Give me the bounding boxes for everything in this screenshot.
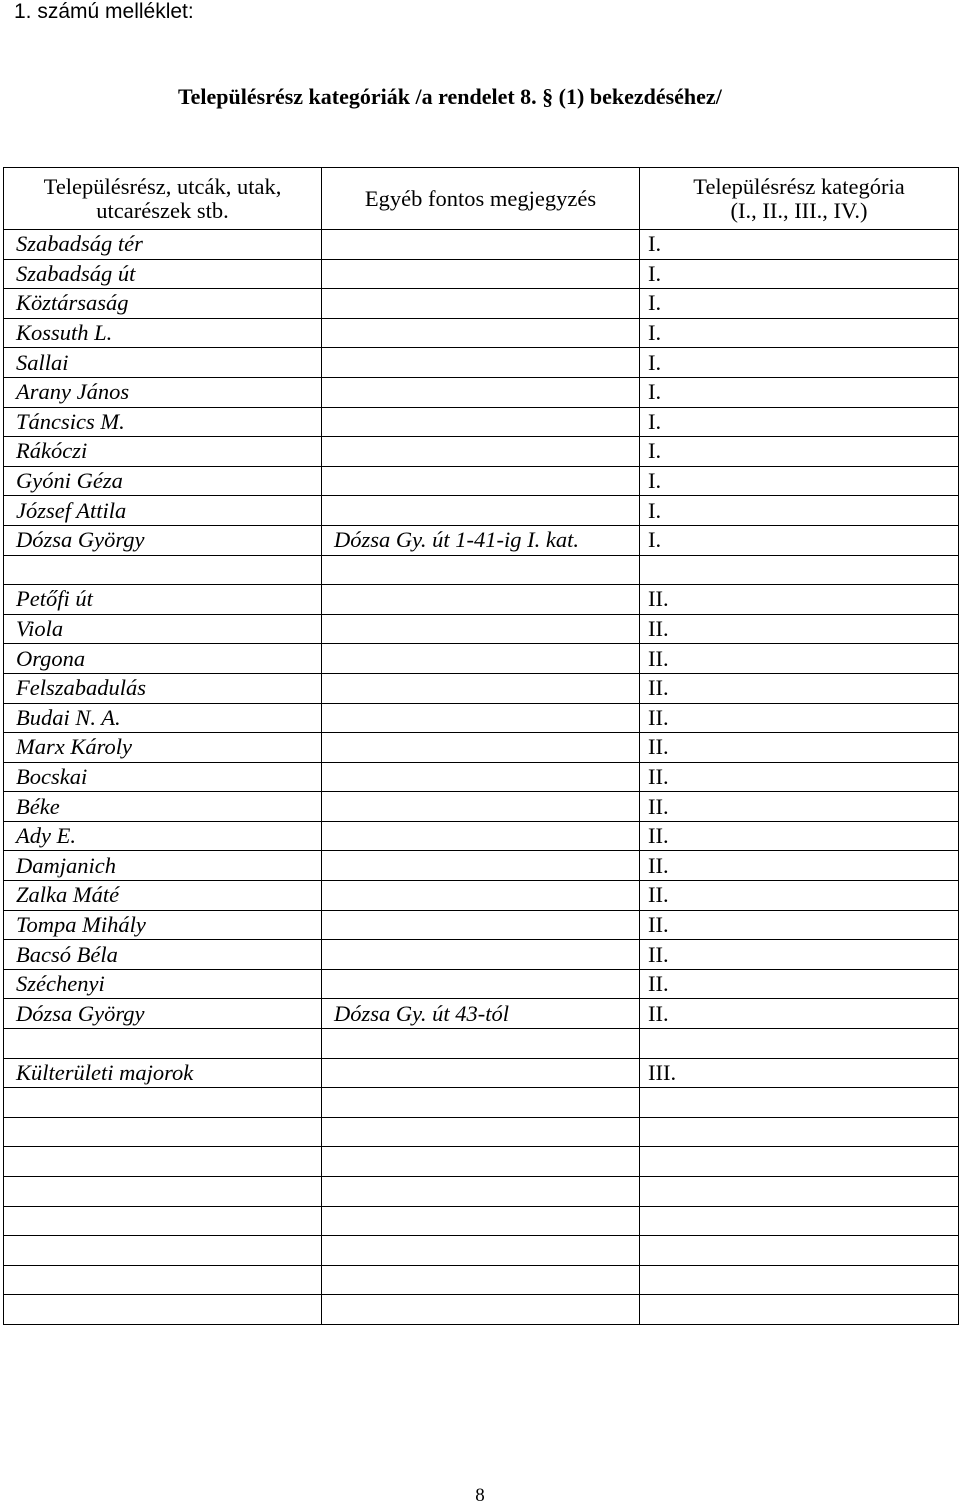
table-row — [4, 733, 959, 763]
cell-street: Petőfi út — [4, 585, 322, 615]
cell-category: II. — [640, 733, 959, 763]
cell-category: II. — [640, 673, 959, 703]
cell-street — [4, 1029, 322, 1059]
cell-category: II. — [640, 762, 959, 792]
cell-note — [322, 1088, 640, 1118]
cell-category: II. — [640, 999, 959, 1029]
cell-category: II. — [640, 910, 959, 940]
cell-category: I. — [640, 348, 959, 378]
cell-note — [322, 585, 640, 615]
header-category-line2: (I., II., III., IV.) — [730, 197, 868, 223]
cell-street — [4, 1236, 322, 1266]
cell-note — [322, 644, 640, 674]
cell-street: Tompa Mihály — [4, 910, 322, 940]
table-row — [4, 348, 959, 378]
cell-category: II. — [640, 585, 959, 615]
cell-category — [640, 1265, 959, 1295]
cell-note — [322, 289, 640, 319]
cell-note — [322, 318, 640, 348]
table-row — [4, 555, 959, 585]
table-row — [4, 969, 959, 999]
table-row — [4, 377, 959, 407]
table-row — [4, 1265, 959, 1295]
cell-note — [322, 1206, 640, 1236]
table-row — [4, 762, 959, 792]
cell-note — [322, 407, 640, 437]
cell-street — [4, 1147, 322, 1177]
cell-category: II. — [640, 881, 959, 911]
cell-category: II. — [640, 969, 959, 999]
cell-street: Széchenyi — [4, 969, 322, 999]
cell-note — [322, 1029, 640, 1059]
cell-category: II. — [640, 644, 959, 674]
cell-street: Dózsa György — [4, 525, 322, 555]
cell-category: I. — [640, 259, 959, 289]
table-row — [4, 437, 959, 467]
cell-street: Orgona — [4, 644, 322, 674]
cell-category — [640, 1147, 959, 1177]
header-category-line1: Településrész kategória — [693, 173, 905, 199]
cell-category: I. — [640, 230, 959, 260]
cell-category: I. — [640, 437, 959, 467]
table-header-row — [4, 168, 959, 230]
header-street-line2: utcarészek stb. — [96, 197, 229, 223]
cell-note — [322, 1117, 640, 1147]
cell-category: I. — [640, 377, 959, 407]
cell-note — [322, 851, 640, 881]
cell-category — [640, 1206, 959, 1236]
cell-note — [322, 1177, 640, 1207]
table-row — [4, 1058, 959, 1088]
cell-note — [322, 792, 640, 822]
cell-street: Zalka Máté — [4, 881, 322, 911]
table-row — [4, 999, 959, 1029]
table-row — [4, 1029, 959, 1059]
cell-note: Dózsa Gy. út 43-tól — [322, 999, 640, 1029]
cell-note — [322, 881, 640, 911]
cell-category: II. — [640, 940, 959, 970]
cell-note — [322, 762, 640, 792]
cell-street — [4, 1117, 322, 1147]
cell-note — [322, 496, 640, 526]
table-row — [4, 318, 959, 348]
cell-category — [640, 1236, 959, 1266]
cell-category: I. — [640, 407, 959, 437]
table-row — [4, 1206, 959, 1236]
table-row — [4, 792, 959, 822]
cell-category: II. — [640, 851, 959, 881]
table-row — [4, 496, 959, 526]
cell-street: József Attila — [4, 496, 322, 526]
cell-note — [322, 348, 640, 378]
cell-note — [322, 259, 640, 289]
cell-street: Marx Károly — [4, 733, 322, 763]
cell-street: Viola — [4, 614, 322, 644]
cell-category: III. — [640, 1058, 959, 1088]
cell-street: Külterületi majorok — [4, 1058, 322, 1088]
cell-street: Arany János — [4, 377, 322, 407]
cell-note — [322, 437, 640, 467]
cell-street: Köztársaság — [4, 289, 322, 319]
cell-street: Szabadság tér — [4, 230, 322, 260]
header-category — [640, 168, 959, 230]
table-row — [4, 1236, 959, 1266]
table-row — [4, 851, 959, 881]
table-row — [4, 585, 959, 615]
table-row — [4, 644, 959, 674]
table-row — [4, 821, 959, 851]
table-row — [4, 673, 959, 703]
cell-street: Damjanich — [4, 851, 322, 881]
header-street — [4, 168, 322, 230]
cell-category: II. — [640, 792, 959, 822]
cell-note — [322, 969, 640, 999]
cell-category — [640, 1088, 959, 1118]
cell-street: Kossuth L. — [4, 318, 322, 348]
cell-street: Dózsa György — [4, 999, 322, 1029]
table-row — [4, 1117, 959, 1147]
cell-note: Dózsa Gy. út 1-41-ig I. kat. — [322, 525, 640, 555]
header-note: Egyéb fontos megjegyzés — [322, 168, 640, 230]
cell-category: II. — [640, 821, 959, 851]
cell-street: Béke — [4, 792, 322, 822]
table-row — [4, 1177, 959, 1207]
cell-street: Bocskai — [4, 762, 322, 792]
cell-street: Sallai — [4, 348, 322, 378]
cell-note — [322, 821, 640, 851]
cell-note — [322, 230, 640, 260]
cell-street: Táncsics M. — [4, 407, 322, 437]
cell-category — [640, 1295, 959, 1325]
cell-category: I. — [640, 496, 959, 526]
cell-category: I. — [640, 525, 959, 555]
table-row — [4, 1147, 959, 1177]
table-row — [4, 1295, 959, 1325]
cell-category: I. — [640, 318, 959, 348]
table-row — [4, 1088, 959, 1118]
cell-note — [322, 673, 640, 703]
table-row — [4, 910, 959, 940]
cell-category: I. — [640, 466, 959, 496]
annex-label: 1. számú melléklet: — [14, 0, 194, 23]
cell-note — [322, 940, 640, 970]
cell-note — [322, 1236, 640, 1266]
cell-street: Ady E. — [4, 821, 322, 851]
cell-street — [4, 1295, 322, 1325]
table-body — [4, 230, 959, 1325]
table-row — [4, 259, 959, 289]
cell-street — [4, 1177, 322, 1207]
cell-street: Gyóni Géza — [4, 466, 322, 496]
cell-note — [322, 1058, 640, 1088]
cell-note — [322, 466, 640, 496]
header-street-line1: Településrész, utcák, utak, — [43, 173, 282, 199]
cell-note — [322, 555, 640, 585]
cell-category: II. — [640, 703, 959, 733]
cell-street: Budai N. A. — [4, 703, 322, 733]
cell-street — [4, 1088, 322, 1118]
cell-category: I. — [640, 289, 959, 319]
cell-category: II. — [640, 614, 959, 644]
table-row — [4, 407, 959, 437]
page-number: 8 — [475, 1485, 485, 1506]
cell-note — [322, 1295, 640, 1325]
cell-street — [4, 1206, 322, 1236]
cell-note — [322, 1265, 640, 1295]
cell-note — [322, 703, 640, 733]
cell-note — [322, 1147, 640, 1177]
table-row — [4, 614, 959, 644]
table-row — [4, 703, 959, 733]
cell-street: Szabadság út — [4, 259, 322, 289]
cell-street — [4, 555, 322, 585]
cell-category — [640, 555, 959, 585]
cell-note — [322, 614, 640, 644]
cell-category — [640, 1029, 959, 1059]
cell-note — [322, 377, 640, 407]
cell-note — [322, 733, 640, 763]
table-row — [4, 466, 959, 496]
table-row — [4, 289, 959, 319]
cell-street: Felszabadulás — [4, 673, 322, 703]
table-row — [4, 881, 959, 911]
cell-street: Rákóczi — [4, 437, 322, 467]
category-table — [3, 167, 959, 1325]
cell-note — [322, 910, 640, 940]
cell-street — [4, 1265, 322, 1295]
table-row — [4, 940, 959, 970]
table-row — [4, 525, 959, 555]
cell-street: Bacsó Béla — [4, 940, 322, 970]
table-row — [4, 230, 959, 260]
document-heading: Településrész kategóriák /a rendelet 8. § (1) bekezdéséhez/ — [178, 84, 722, 109]
cell-category — [640, 1177, 959, 1207]
cell-category — [640, 1117, 959, 1147]
